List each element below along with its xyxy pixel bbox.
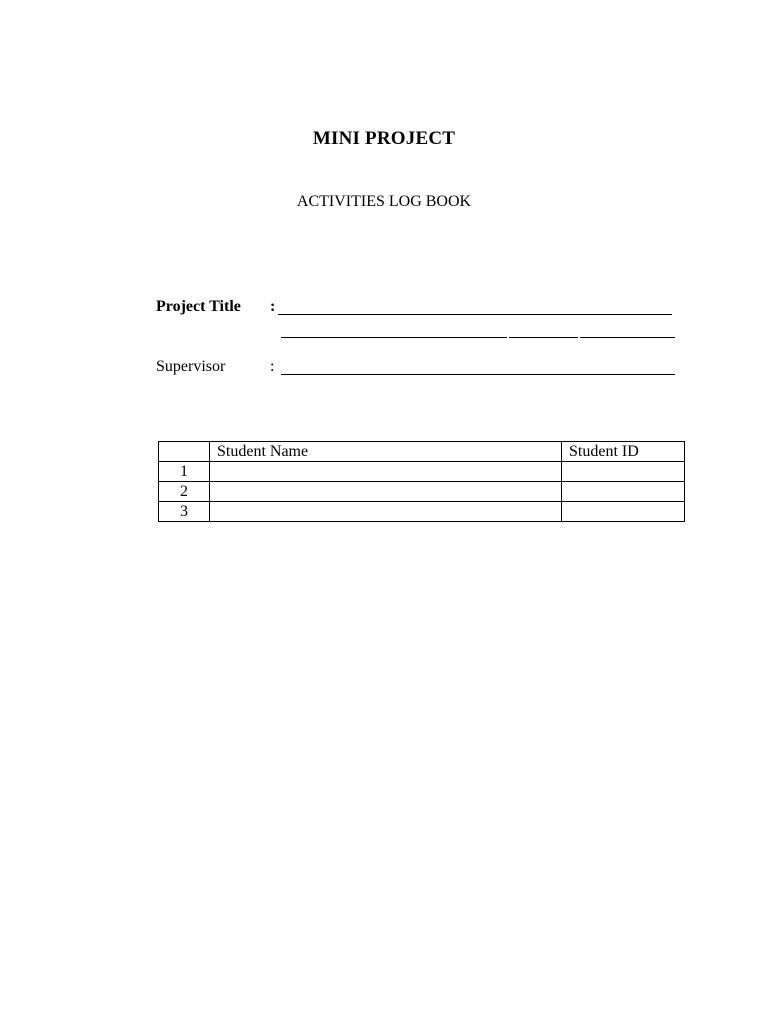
student-name-cell[interactable]: [210, 462, 562, 482]
student-id-cell[interactable]: [562, 482, 685, 502]
student-id-cell[interactable]: [562, 502, 685, 522]
supervisor-line[interactable]: [281, 374, 675, 375]
project-title-line-2-seg-2[interactable]: [509, 337, 578, 338]
document-subtitle: ACTIVITIES LOG BOOK: [296, 193, 472, 210]
project-title-line-1[interactable]: [278, 314, 672, 315]
row-number: 3: [159, 502, 210, 522]
project-title-line-2-seg-3[interactable]: [580, 337, 675, 338]
row-number: 2: [159, 482, 210, 502]
header-student-id: Student ID: [562, 442, 685, 462]
document-title: MINI PROJECT: [312, 128, 456, 149]
table-row: [159, 462, 685, 482]
header-number: [159, 442, 210, 462]
project-title-line-2-seg-1[interactable]: [281, 337, 507, 338]
row-number: 1: [159, 462, 210, 482]
table-header-row: [159, 442, 685, 462]
student-name-cell[interactable]: [210, 502, 562, 522]
students-table: [158, 441, 685, 522]
table-row: [159, 502, 685, 522]
project-title-colon: :: [270, 298, 276, 315]
student-id-cell[interactable]: [562, 462, 685, 482]
header-student-name: Student Name: [210, 442, 562, 462]
table-row: [159, 482, 685, 502]
student-name-cell[interactable]: [210, 482, 562, 502]
supervisor-label: Supervisor: [156, 358, 226, 375]
supervisor-colon: :: [270, 358, 275, 375]
project-title-label: Project Title: [156, 298, 241, 315]
